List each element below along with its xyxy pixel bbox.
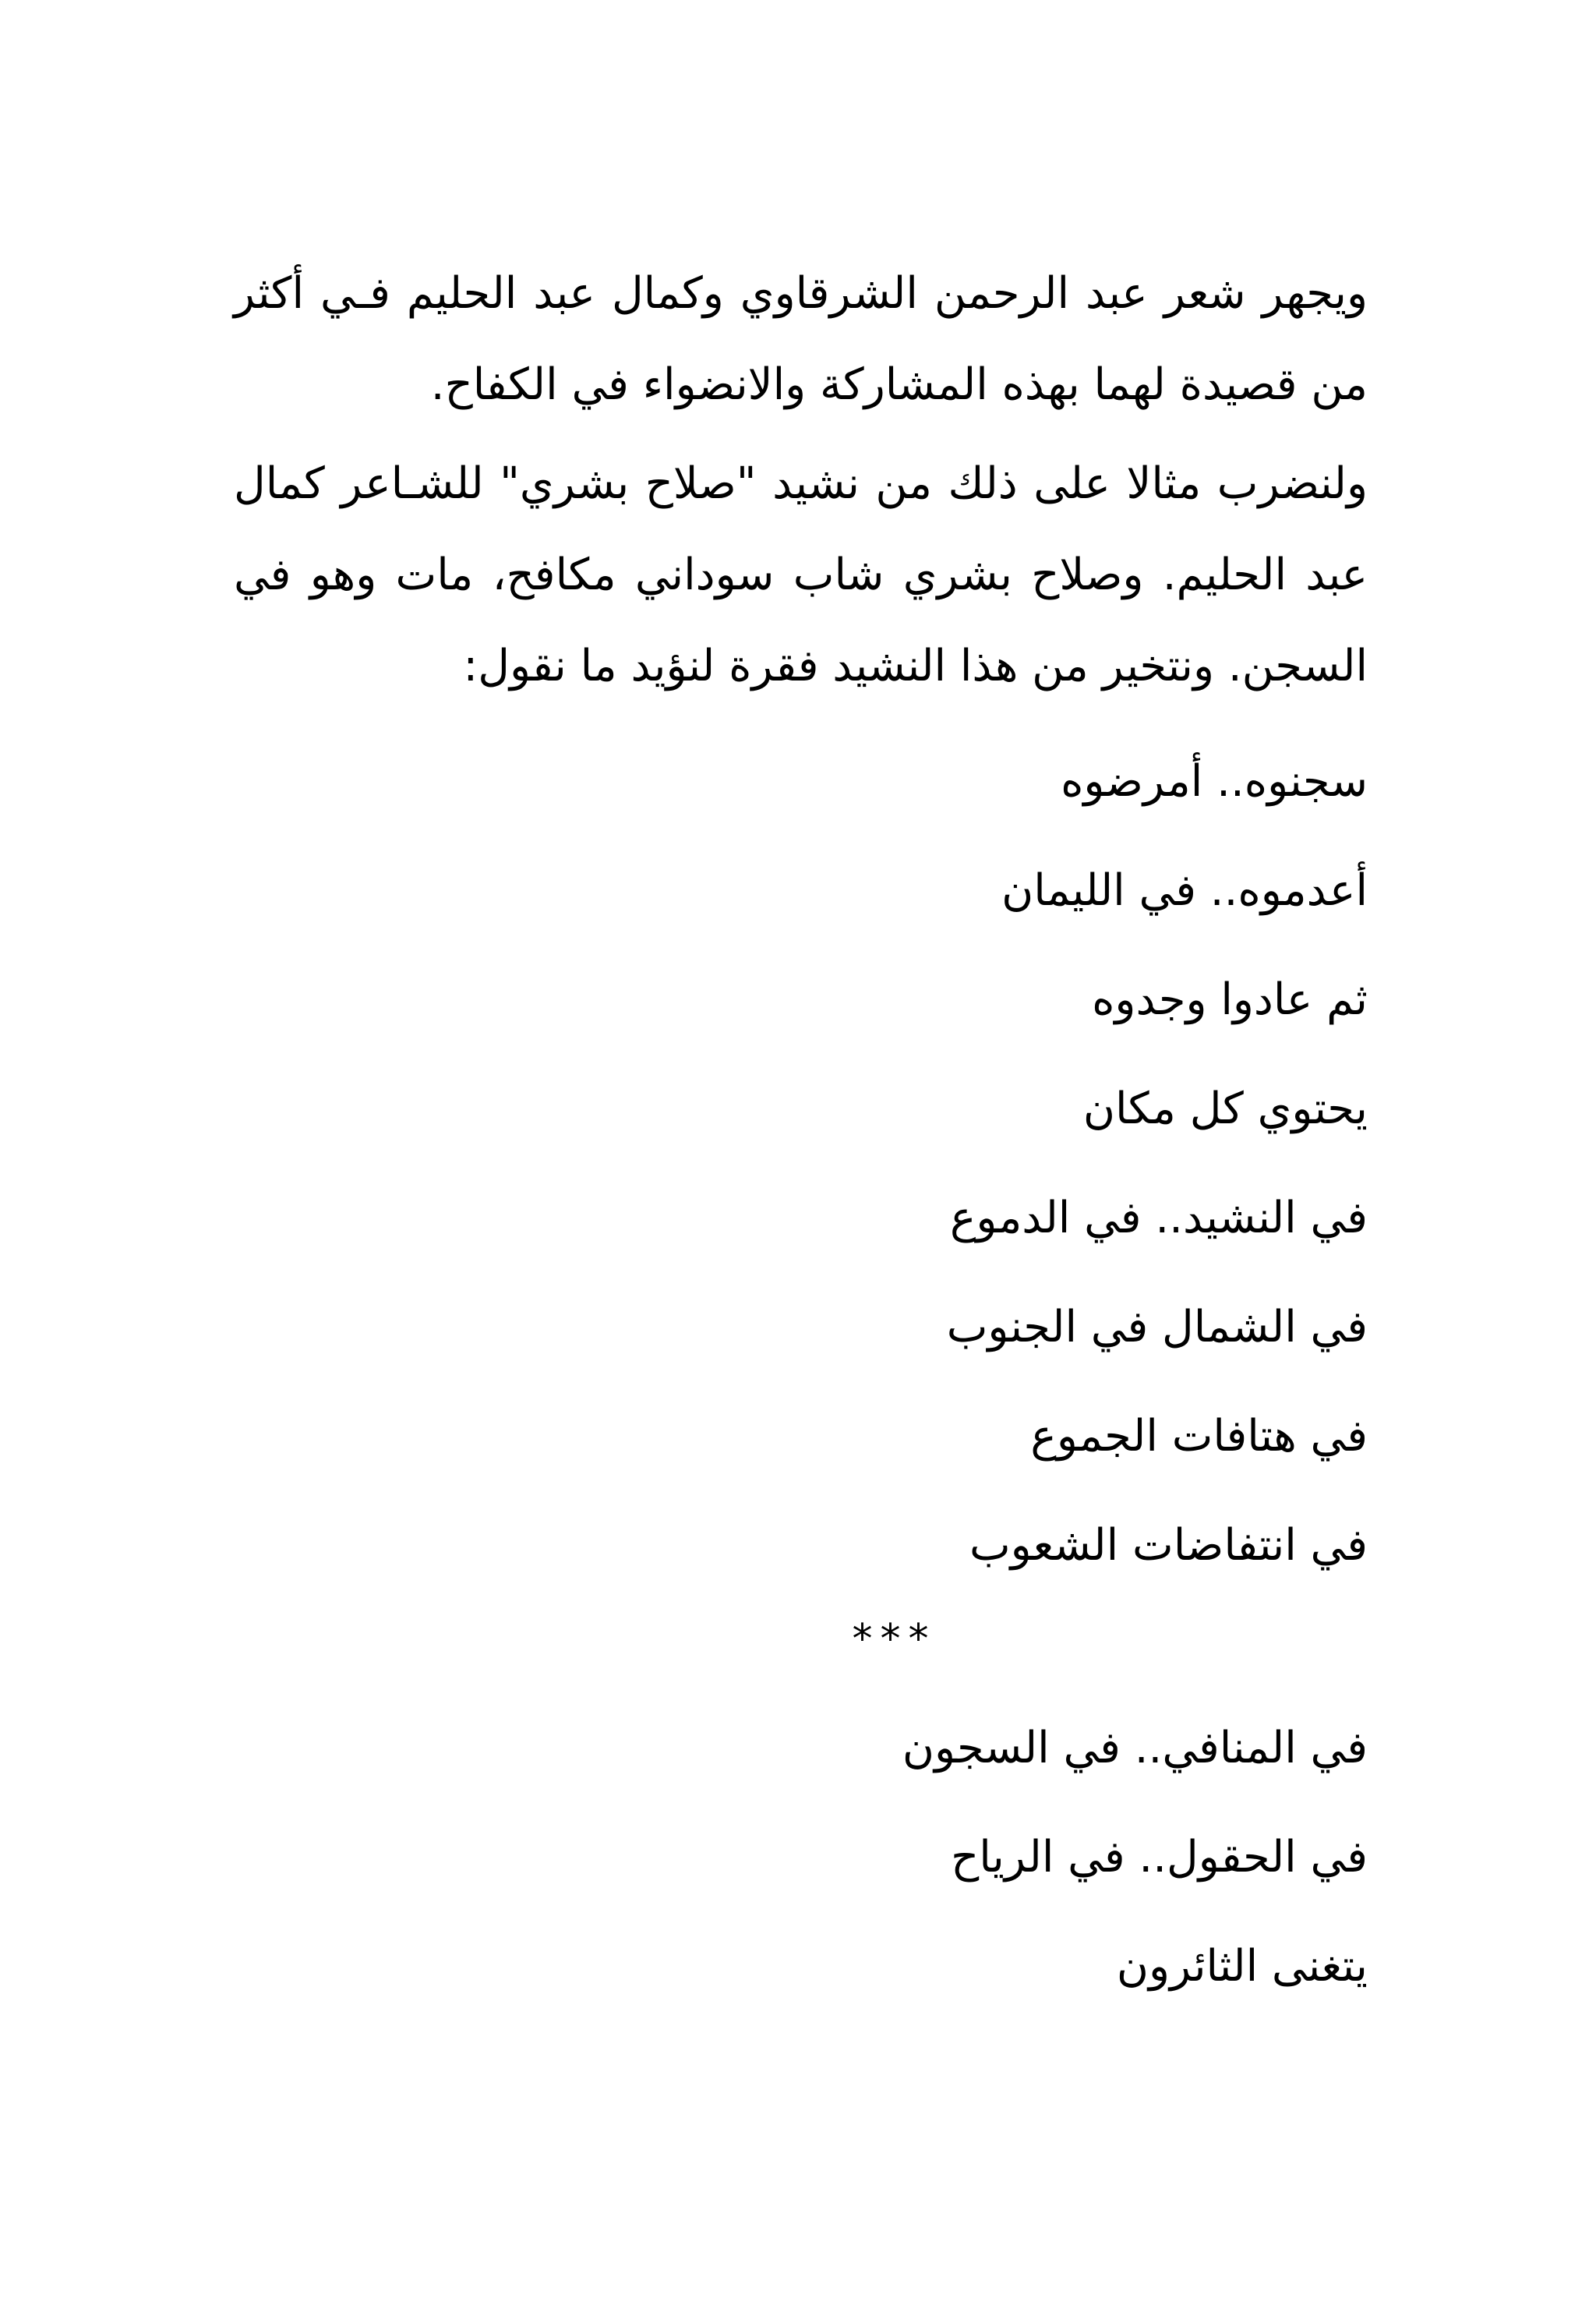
body-text xyxy=(234,248,1368,2021)
poem-line: ثم عادوا وجدوه xyxy=(1092,974,1368,1025)
paragraph-intro: ويجهر شعر عبد الرحمن الشرقاوي وكمال عبد الحليم فـي أكثر من قصيدة لهما بهذه المشاركة والانضواء في الكفاح. xyxy=(234,268,1368,410)
poem-line: أعدموه.. في الليمان xyxy=(1001,865,1368,916)
poem-line: في المنافي.. في السجون xyxy=(902,1723,1368,1773)
poem-line: في النشيد.. في الدموع xyxy=(949,1193,1368,1243)
stanza-separator: *** xyxy=(852,1616,937,1663)
poem-stanza-two xyxy=(234,1694,1368,2021)
poem-line: يتغنى الثائرون xyxy=(1116,1941,1368,1992)
poem-line: في الشمال في الجنوب xyxy=(946,1302,1368,1352)
paragraph-example: ولنضرب مثالا على ذلك من نشيد "صلاح بشري" للشـاعر كمال عبد الحليم. وصلاح بشري شاب سوداني مكافح، مات وهو في السجن. ونتخير من هذا النشيد فقرة لنؤيد ما نقول: xyxy=(234,458,1368,691)
poem-line: في هتافات الجموع xyxy=(1030,1411,1368,1462)
poem-line: يحتوي كل مكان xyxy=(1082,1084,1368,1134)
poem-line: سجنوه.. أمرضوه xyxy=(1061,756,1368,807)
poem-line: في انتفاضات الشعوب xyxy=(969,1520,1368,1571)
poem-stanza-one xyxy=(234,727,1368,1600)
poem-line: في الحقول.. في الرياح xyxy=(951,1832,1368,1883)
